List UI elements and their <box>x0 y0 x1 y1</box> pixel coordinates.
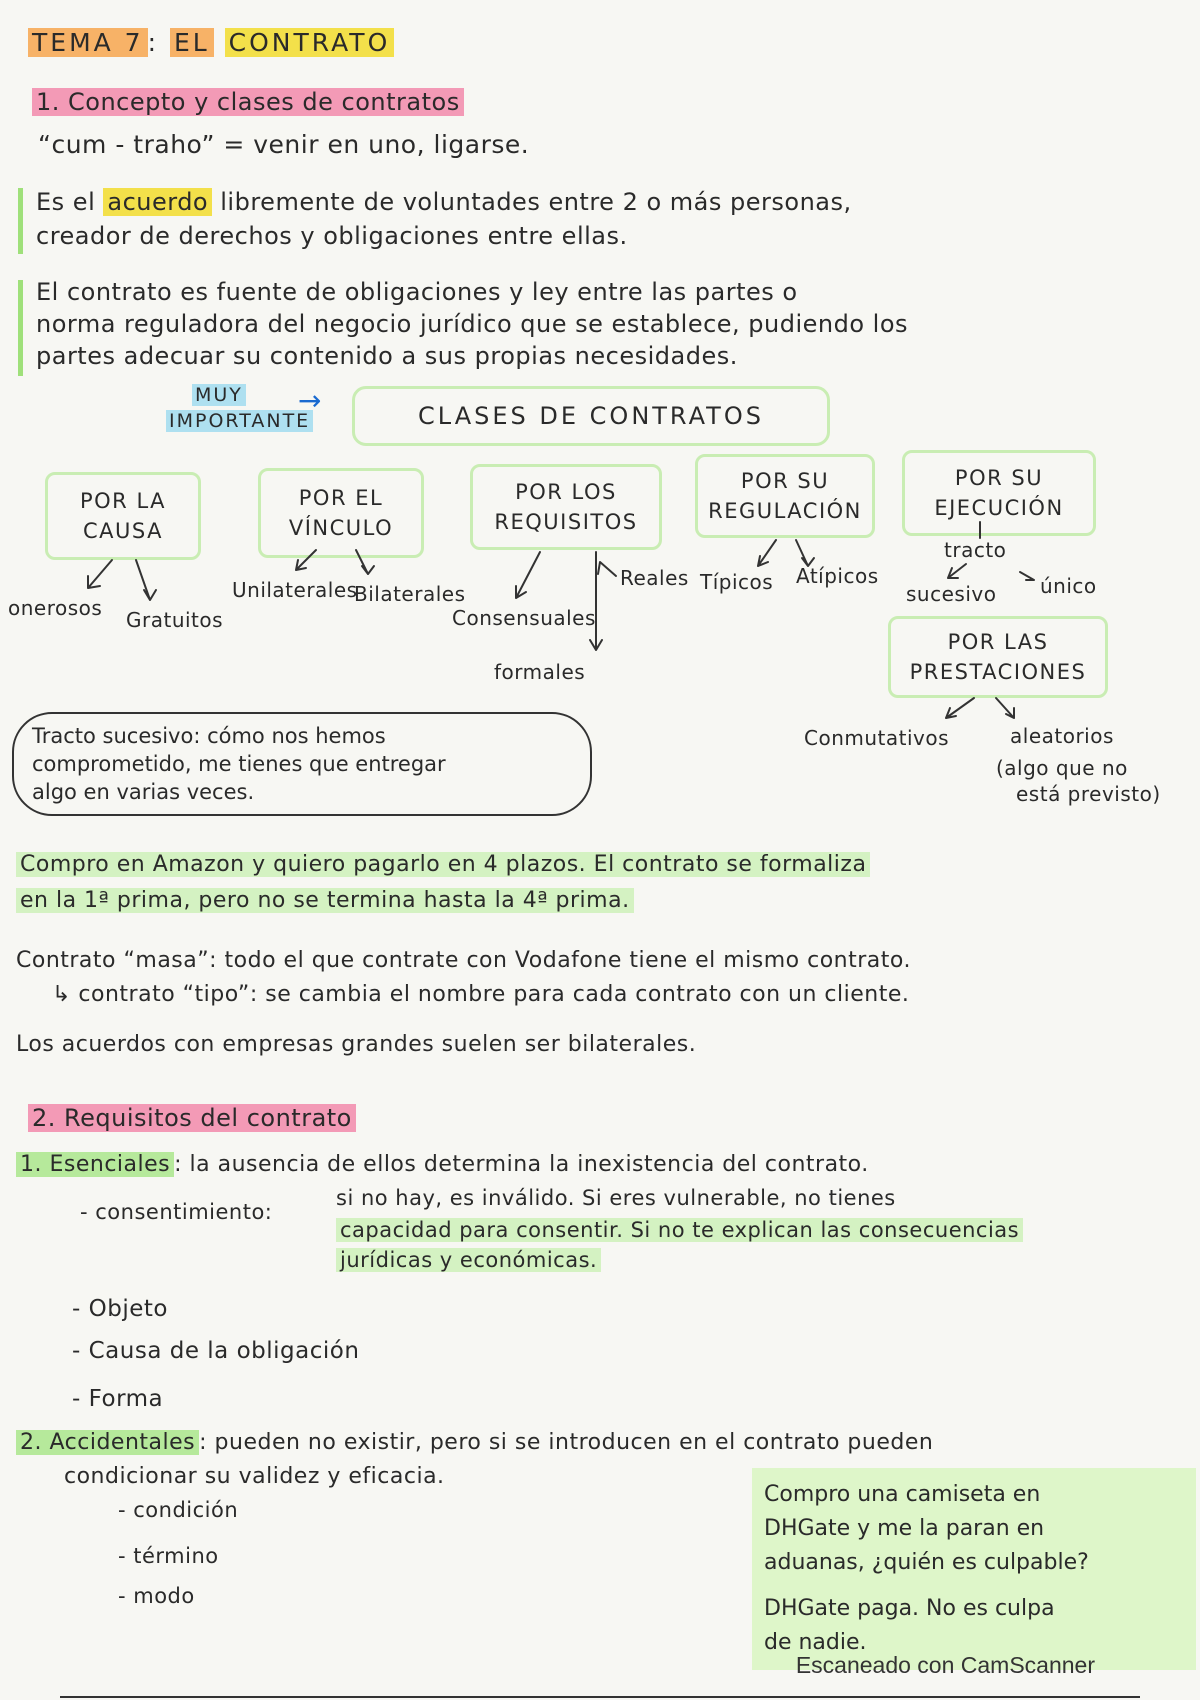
leaf-atipicos: Atípicos <box>796 564 879 588</box>
esenciales-desc: : la ausencia de ellos determina la inexistencia del contrato. <box>174 1152 869 1177</box>
cloud-line2: comprometido, me tienes que entregar <box>32 752 446 776</box>
accidentales-line2: condicionar su validez y eficacia. <box>64 1464 445 1489</box>
dhgate-note <box>752 1468 1196 1670</box>
example2-line3: Los acuerdos con empresas grandes suelen ser bilaterales. <box>16 1032 697 1057</box>
cloud-line3: algo en varias veces. <box>32 780 255 804</box>
esenciales-tag <box>16 1152 174 1177</box>
cloud-line1: Tracto sucesivo: cómo nos hemos <box>32 724 386 748</box>
accidentales-desc: : pueden no existir, pero si se introducen en el contrato pueden <box>199 1430 934 1455</box>
box-regulacion-label: POR SU REGULACIÓN <box>708 469 862 523</box>
accidental-item-termino: - término <box>118 1544 219 1568</box>
def1-line2: creador de derechos y obligaciones entre ellas. <box>36 222 628 250</box>
accidentales-tag <box>16 1430 199 1455</box>
leaf-consensuales: Consensuales <box>452 606 596 630</box>
consent-line3-text: jurídicas y económicas. <box>336 1248 601 1272</box>
box-requisitos-label: POR LOS REQUISITOS <box>494 480 638 534</box>
box-vinculo-label: POR EL VÍNCULO <box>288 486 394 540</box>
esencial-item-forma: - Forma <box>72 1386 164 1412</box>
title-tema: TEMA 7 <box>28 28 148 57</box>
example1-line1 <box>16 852 870 877</box>
muy-text: MUY <box>192 384 246 406</box>
consent-line3 <box>336 1248 601 1272</box>
example1-line2 <box>16 888 634 913</box>
esencial-item-causa: - Causa de la obligación <box>72 1338 360 1364</box>
def1-highlight: acuerdo <box>103 188 212 216</box>
leaf-aleatorios-note2: está previsto) <box>1016 782 1161 806</box>
importante-text: IMPORTANTE <box>166 410 313 432</box>
box-prestaciones-label: POR LAS PRESTACIONES <box>909 630 1087 684</box>
leaf-aleatorios-note1: (algo que no <box>996 756 1128 780</box>
arrow-right-icon: → <box>298 384 322 417</box>
leaf-bilaterales: Bilaterales <box>354 582 466 606</box>
section1-heading-text: 1. Concepto y clases de contratos <box>32 88 464 116</box>
leaf-sucesivo: sucesivo <box>906 582 997 606</box>
note-line3: aduanas, ¿quién es culpable? <box>764 1550 1089 1575</box>
leaf-tipicos: Típicos <box>700 570 774 594</box>
leaf-reales: Reales <box>620 566 689 590</box>
example2-line2: ↳ contrato “tipo”: se cambia el nombre para cada contrato con un cliente. <box>52 982 910 1007</box>
note-line5: de nadie. <box>764 1630 867 1655</box>
tracto-cloud-note <box>12 712 592 816</box>
etymology: “cum - traho” = venir en uno, ligarse. <box>38 130 530 159</box>
leaf-gratuitos: Gratuitos <box>126 608 224 632</box>
section2-heading <box>28 1104 356 1132</box>
leaf-formales: formales <box>494 660 586 684</box>
esencial-item-objeto: - Objeto <box>72 1296 168 1322</box>
leaf-unico: único <box>1040 574 1097 598</box>
note-line4: DHGate paga. No es culpa <box>764 1596 1055 1621</box>
accidentales-line <box>16 1430 933 1455</box>
accidentales-num: 2. <box>20 1430 42 1455</box>
leaf-unilaterales: Unilaterales <box>232 578 358 602</box>
esenciales-label: Esenciales <box>49 1152 171 1177</box>
def2-line2: norma reguladora del negocio jurídico que se establece, pudiendo los <box>36 310 909 338</box>
leaf-aleatorios: aleatorios <box>1010 724 1114 748</box>
footer-line <box>60 1696 1140 1698</box>
esenciales-num: 1. <box>20 1152 42 1177</box>
camscanner-footer: Escaneado con CamScanner <box>795 1652 1095 1678</box>
def2-line3: partes adecuar su contenido a sus propias necesidades. <box>36 342 738 370</box>
consent-line1: si no hay, es inválido. Si eres vulnerable, no tienes <box>336 1186 896 1210</box>
accidentales-label: Accidentales <box>49 1430 196 1455</box>
clases-main-label: CLASES DE CONTRATOS <box>418 402 764 430</box>
esenciales-line <box>16 1152 869 1177</box>
def1-post: libremente de voluntades entre 2 o más personas, <box>220 188 852 216</box>
note-line1: Compro una camiseta en <box>764 1482 1041 1507</box>
consent-line2-text: capacidad para consentir. Si no te explican las consecuencias <box>336 1218 1023 1242</box>
consent-line2 <box>336 1218 1023 1242</box>
box-causa-label: POR LA CAUSA <box>79 489 166 543</box>
example1-line2-text: en la 1ª prima, pero no se termina hasta la 4ª prima. <box>16 888 634 913</box>
note-line2: DHGate y me la paran en <box>764 1516 1045 1541</box>
section2-heading-text: 2. Requisitos del contrato <box>28 1104 356 1132</box>
example2-line1: Contrato “masa”: todo el que contrate con Vodafone tiene el mismo contrato. <box>16 948 911 973</box>
def2-line1: El contrato es fuente de obligaciones y ley entre las partes o <box>36 278 798 306</box>
title-contrato: CONTRATO <box>225 28 395 57</box>
accidental-item-condicion: - condición <box>118 1498 239 1522</box>
title-colon: : <box>147 28 160 57</box>
consent-label: - consentimiento: <box>80 1200 273 1224</box>
leaf-onerosos: onerosos <box>8 596 103 620</box>
example1-line1-text: Compro en Amazon y quiero pagarlo en 4 plazos. El contrato se formaliza <box>16 852 870 877</box>
accidental-item-modo: - modo <box>118 1584 195 1608</box>
title-el: EL <box>170 28 214 57</box>
leaf-tracto: tracto <box>944 538 1007 562</box>
leaf-conmutativos: Conmutativos <box>804 726 950 750</box>
def1-pre: Es el <box>36 188 96 216</box>
box-ejecucion-label: POR SU EJECUCIÓN <box>934 466 1064 520</box>
